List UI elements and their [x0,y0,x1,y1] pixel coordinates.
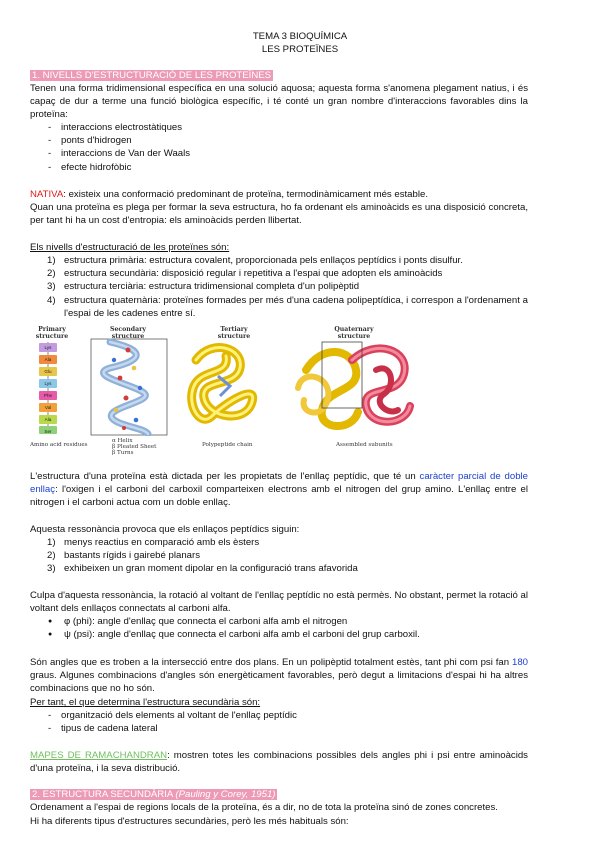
tertiary-graphic [182,342,262,430]
peptide-text: L'estructura d'una proteïna està dictada per les propietats de l'enllaç peptídic, que té un [30,471,420,482]
helix-graphic [90,338,168,436]
list-item [30,280,528,293]
residue-label: Ala [44,357,52,362]
list-item [30,549,528,562]
list-item: - interaccions de Van der Waals [30,147,528,160]
caption-alpha-helix: α Helix [112,438,133,444]
levels-list [30,254,528,320]
list-number: 2) [47,268,56,280]
quaternary-graphic [292,340,418,432]
nativa-definition: : existeix una conformació predominant de proteïna, termodinàmicament més estable. [63,189,428,200]
peptide-text-continued: : l'oxigen i el carboni del carboxil comparteixen electrons amb el nitrogen del grup amino. L'enllaç entre el nitrogen i el carboni actua com un doble enllaç. [30,484,528,509]
caption-primary: Amino acid residues [30,442,88,448]
nativa-paragraph [30,188,528,201]
resonance-list [30,536,528,576]
caption-beta-turns: β Turns [112,450,134,456]
entropy-paragraph: Quan una proteïna es plega per formar la seva estructura, ho fa ordenant els aminoàcids es una disposició concreta, per tant hi ha un cost d'entropia: els aminoàcids perden llibertat. [30,202,528,227]
caption-quaternary: Assembled subunits [336,442,393,448]
determines-list [30,709,528,735]
list-item: ● φ (phi): angle d'enllaç que connecta el carboni alfa amb el nitrogen [30,615,528,628]
section-1-intro: Tenen una forma tridimensional específica en una solució aquosa; aquesta forma s'anomena plegament natius, i és capaç de dur a terme una funció biològica específic, i té conté un gran nombre d'interaccions favorables dins la proteïna: [30,83,528,121]
figure-label-secondary: Secondary structure [110,326,146,340]
list-text: estructura terciària: estructura tridimensional completa d'un polipèptid [64,281,360,293]
list-number: 1) [47,255,56,266]
list-number: 3) [47,281,56,293]
list-number: 4) [47,294,56,306]
residue-label: Lys [44,345,52,350]
ramachandran-paragraph [30,749,528,775]
angles-list [30,615,528,641]
levels-heading: Els nivells d'estructuració de les proteïnes són: [30,242,230,253]
section-2-heading-reference: (Pauling y Corey, 1951) [175,789,276,800]
caption-beta-sheet: β Pleated Sheet [112,444,157,450]
list-text: estructura secundària: disposició regular i repetitiva a l'espai que adopten els aminoàcids [64,268,443,280]
list-number: 3) [47,563,56,575]
list-item: - efecte hidrofòbic [30,161,528,174]
list-item: ● ψ (psi): angle d'enllaç que connecta el carboni alfa amb el carboni del grup carboxil. [30,628,528,641]
list-item: - ponts d'hidrogen [30,134,528,147]
figure-label-tertiary: Tertiary structure [217,326,251,340]
residue-label: Ser [44,429,52,434]
nativa-term: NATIVA [30,189,64,200]
angles-paragraph [30,656,528,696]
section-2-paragraph-1: Ordenament a l'espai de regions locals de la proteïna, és a dir, no de tota la proteïna sinó de zones concretes. [30,802,498,813]
resonance-intro: Aquesta ressonància provoca que els enllaços peptídics siguin: [30,524,300,535]
section-2-paragraph-2: Hi ha diferents tipus d'estructures secundàries, però les més habituals són: [30,816,349,827]
residue-label: Lys [44,381,52,386]
list-text: exhibeixen un gran moment dipolar en la configuració trans afavorida [64,563,358,575]
figure-label-quaternary: Quaternary structure [334,326,374,340]
partial-double-bond-term: caràcter parcial de doble enllaç [30,471,529,496]
angle-180-value: 180 [511,657,528,668]
residue-label: Phe [43,393,53,398]
list-item [30,254,528,267]
section-2-heading-text [30,789,277,800]
section-1-heading [30,69,273,82]
quaternary-assembly [292,340,418,432]
list-text: menys reactius en comparació amb els èsters [64,537,260,548]
list-text: estructura primària: estructura covalent, proporcionada pels enllaços peptídics i ponts disulfur. [64,255,463,266]
list-item [30,562,528,575]
residue-label: Val [44,405,52,410]
peptide-paragraph [30,470,528,510]
list-text: bastants rígids i gairebé planars [64,550,200,562]
section-2-heading [30,788,277,801]
determines-heading: Per tant, el que determina l'estructura secundària són: [30,697,261,708]
tertiary-fold [182,342,262,430]
ramachandran-definition: : mostren totes les combinacions possibles dels angles phi i psi entre aminoàcids d'una proteïna, i la seva distribució. [30,750,528,775]
document-title: TEMA 3 BIOQUÍMICA [252,31,348,42]
section-2-heading-title: 2. ESTRUCTURA SECUNDÀRIA [32,789,176,800]
residue-label: Ala [44,417,52,422]
section-1-heading-text: 1. NIVELLS D'ESTRUCTURACIÓ DE LES PROTEÏNES [32,70,272,81]
list-item [30,267,528,280]
list-item [30,536,528,549]
interactions-list [30,121,528,174]
rotation-paragraph: Culpa d'aquesta ressonància, la rotació al voltant de l'enllaç peptídic no està permès. No obstant, permet la rotació al voltant dels enllaços connectats al carboni alfa. [30,590,528,615]
angles-text: Són angles que es troben a la intersecció entre dos plans. En un polipèptid totalment estès, tant phi com psi fan [30,657,512,668]
list-text: estructura quaternària: proteïnes formades per més d'una cadena polipeptídica, i correspon a l'ordenament a l'espai de les cadenes entre sí. [64,294,528,319]
list-item: - tipus de cadena lateral [30,722,528,735]
residue-labels [39,342,57,438]
figure-label-primary: Primary structure [35,326,69,340]
ramachandran-term: MAPES DE RAMACHANDRAN [30,750,168,761]
list-number: 1) [47,537,56,548]
list-number: 2) [47,550,56,562]
residue-label: Glu [44,369,52,374]
list-item [30,294,528,320]
list-item: - interaccions electrostàtiques [30,121,528,134]
list-item: - organització dels elements al voltant de l'enllaç peptídic [30,709,528,722]
document-subtitle: LES PROTEÏNES [261,44,339,55]
protein-structure-figure [30,324,430,456]
caption-tertiary: Polypeptide chain [202,442,253,448]
secondary-helix [90,338,168,436]
angles-text-continued: graus. Algunes combinacions d'angles són energèticament favorables, però degut a limitacions d'espai hi ha altres combinacions que no ho són. [30,670,528,695]
